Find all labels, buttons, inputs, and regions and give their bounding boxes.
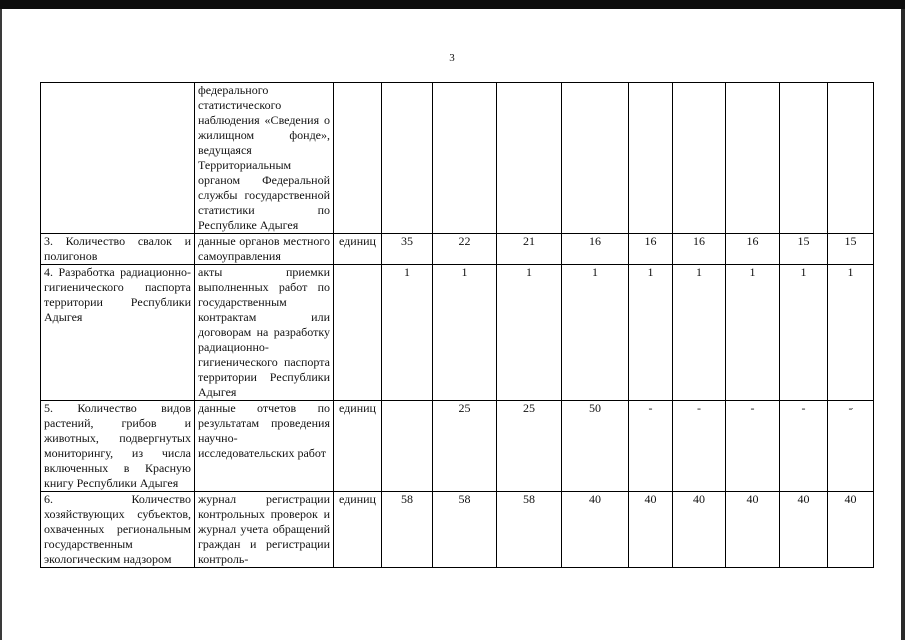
- data-source-cell: данные отчетов по результатам проведения научно-исследовательских работ: [195, 401, 334, 492]
- unit-cell: [334, 265, 382, 401]
- indicator-name-cell: 5. Количество видов растений, грибов и животных, подвергнутых мониторингу, из числа включенных в Красную книгу Республики Адыгея: [41, 401, 195, 492]
- table-row: [41, 265, 874, 401]
- data-source-cell: журнал регистрации контрольных проверок и журнал учета обращений граждан и регистрации контроль-: [195, 492, 334, 568]
- value-cell: [562, 83, 629, 234]
- table-row: [41, 83, 874, 234]
- unit-cell: [334, 83, 382, 234]
- value-cell: 1: [726, 265, 780, 401]
- data-source-cell: федерального статистического наблюдения «Сведения о жилищном фонде», ведущаяся Территориальным органом Федеральной службы государственной статистики по Республике Адыгея: [195, 83, 334, 234]
- scan-right-edge: [901, 9, 905, 640]
- unit-cell: единиц: [334, 234, 382, 265]
- value-cell: [629, 83, 673, 234]
- value-cell: [828, 83, 874, 234]
- value-cell: 40: [780, 492, 828, 568]
- unit-cell: единиц: [334, 492, 382, 568]
- value-cell: [433, 83, 497, 234]
- scan-top-border: [0, 0, 905, 9]
- value-cell: 40: [726, 492, 780, 568]
- value-cell: [726, 83, 780, 234]
- value-cell: 21: [497, 234, 562, 265]
- value-cell: -: [726, 401, 780, 492]
- value-cell: 58: [382, 492, 433, 568]
- table-row: [41, 401, 874, 492]
- value-cell: -: [629, 401, 673, 492]
- indicator-name-cell: [41, 83, 195, 234]
- indicator-name-cell: 6. Количество хозяйствующих субъектов, охваченных региональным государственным экологическим надзором: [41, 492, 195, 568]
- value-cell: 58: [497, 492, 562, 568]
- value-cell: 1: [673, 265, 726, 401]
- value-cell: 1: [433, 265, 497, 401]
- value-cell: [382, 83, 433, 234]
- value-cell: -: [780, 401, 828, 492]
- value-cell: 1: [562, 265, 629, 401]
- value-cell: 16: [673, 234, 726, 265]
- value-cell: [497, 83, 562, 234]
- value-cell: 40: [673, 492, 726, 568]
- value-cell: 1: [780, 265, 828, 401]
- table-row: [41, 234, 874, 265]
- value-cell: 50: [562, 401, 629, 492]
- value-cell: 25: [497, 401, 562, 492]
- value-cell: 35: [382, 234, 433, 265]
- value-cell: 40: [629, 492, 673, 568]
- page-number: 3: [449, 52, 455, 64]
- value-cell: 16: [726, 234, 780, 265]
- value-cell: 40: [562, 492, 629, 568]
- value-cell: 58: [433, 492, 497, 568]
- value-cell: 25: [433, 401, 497, 492]
- indicators-table: [40, 82, 874, 568]
- indicator-name-cell: 4. Разработка радиационно-гигиенического паспорта территории Республики Адыгея: [41, 265, 195, 401]
- value-cell: 22: [433, 234, 497, 265]
- value-cell: [673, 83, 726, 234]
- scan-speck: [852, 408, 853, 409]
- value-cell: [382, 401, 433, 492]
- value-cell: [780, 83, 828, 234]
- value-cell: -: [673, 401, 726, 492]
- value-cell: 15: [828, 234, 874, 265]
- value-cell: 1: [629, 265, 673, 401]
- unit-cell: единиц: [334, 401, 382, 492]
- value-cell: 1: [382, 265, 433, 401]
- table-row: [41, 492, 874, 568]
- value-cell: 16: [562, 234, 629, 265]
- value-cell: 16: [629, 234, 673, 265]
- value-cell: 1: [497, 265, 562, 401]
- data-source-cell: данные органов местного самоуправления: [195, 234, 334, 265]
- value-cell: 40: [828, 492, 874, 568]
- indicator-name-cell: 3. Количество свалок и полигонов: [41, 234, 195, 265]
- value-cell: 1: [828, 265, 874, 401]
- value-cell: -: [828, 401, 874, 492]
- data-source-cell: акты приемки выполненных работ по государственным контрактам или договорам на разработку радиационно-гигиенического паспорта территории Республики Адыгея: [195, 265, 334, 401]
- scan-left-edge: [0, 9, 2, 640]
- value-cell: 15: [780, 234, 828, 265]
